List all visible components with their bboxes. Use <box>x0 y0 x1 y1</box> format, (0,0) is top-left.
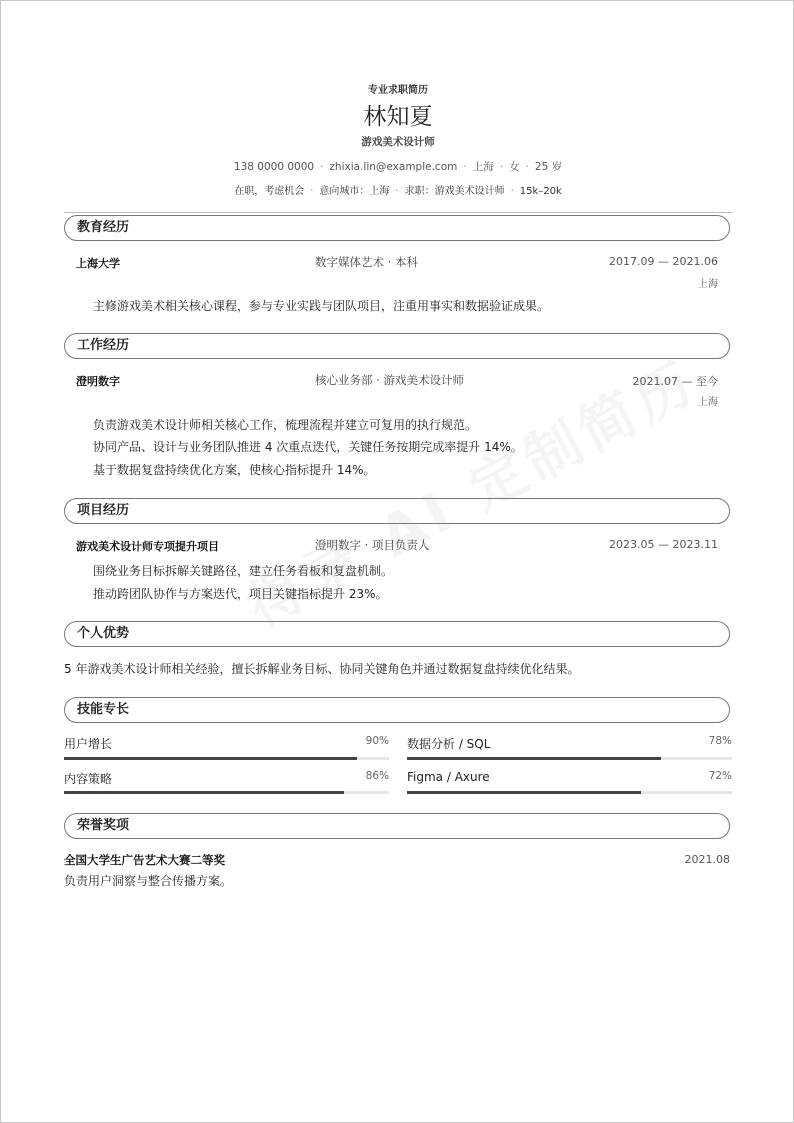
skill-bar-fill <box>64 791 344 794</box>
section-title-education: 教育经历 <box>64 215 730 241</box>
education-description: 主修游戏美术相关核心课程，参与专业实践与团队项目，注重用事实和数据验证成果。 <box>93 299 550 313</box>
project-date: 2023.05 — 2023.11 <box>609 538 718 551</box>
intent-line: 在职，考虑机会 · 意向城市：上海 · 求职：游戏美术设计师 · 15k–20k <box>1 182 794 197</box>
work-date: 2021.07 — 至今 <box>632 375 718 388</box>
gender: 女 <box>509 161 520 173</box>
advantages-text: 5 年游戏美术设计师相关经验，擅长拆解业务目标、协同关键角色并通过数据复盘持续优化结果。 <box>64 662 580 676</box>
work-location: 上海 <box>698 397 718 408</box>
age: 25 岁 <box>534 161 563 173</box>
work-duty-line: 协同产品、设计与业务团队推进 4 次重点迭代，关键任务按期完成率提升 14%。 <box>93 440 523 454</box>
education-date: 2017.09 — 2021.06 <box>609 255 718 268</box>
candidate-role: 游戏美术设计师 <box>361 136 435 148</box>
project-name: 游戏美术设计师专项提升项目 <box>76 540 219 553</box>
skill-percent: 72% <box>708 770 732 782</box>
skill-percent: 78% <box>708 735 732 747</box>
skill-bar <box>407 757 732 760</box>
skill-percent: 86% <box>365 770 389 782</box>
skill-bar <box>407 791 732 794</box>
skill-label: 数据分析 / SQL <box>407 737 491 751</box>
expected-salary: 15k–20k <box>519 186 562 197</box>
work-duty-line: 负责游戏美术设计师相关核心工作，梳理流程并建立可复用的执行规范。 <box>93 418 478 432</box>
target-job: 求职：游戏美术设计师 <box>404 186 505 197</box>
skill-bar-fill <box>407 791 641 794</box>
skill-bar-fill <box>64 757 357 760</box>
award-date: 2021.08 <box>684 853 730 866</box>
work-company: 澄明数字 <box>76 375 120 388</box>
award-description: 负责用户洞察与整合传播方案。 <box>64 874 233 888</box>
section-title-advantages: 个人优势 <box>64 621 730 647</box>
skill-label: 用户增长 <box>64 737 113 751</box>
education-school: 上海大学 <box>76 257 120 270</box>
skill-bar-fill <box>407 757 661 760</box>
target-city: 意向城市：上海 <box>319 186 390 197</box>
skill-label: Figma / Axure <box>407 770 490 784</box>
document-label: 专业求职简历 <box>368 85 428 96</box>
project-org: 澄明数字 · 项目负责人 <box>315 538 430 552</box>
work-duty-line: 基于数据复盘持续优化方案，使核心指标提升 14%。 <box>93 463 376 477</box>
skill-bar <box>64 757 389 760</box>
job-status: 在职，考虑机会 <box>234 186 305 197</box>
section-title-work: 工作经历 <box>64 333 730 359</box>
header-divider <box>64 212 732 213</box>
work-department: 核心业务部 · 游戏美术设计师 <box>315 373 464 387</box>
skill-percent: 90% <box>365 735 389 747</box>
education-major: 数字媒体艺术 · 本科 <box>315 255 418 269</box>
skill-label: 内容策略 <box>64 772 113 786</box>
skill-bar <box>64 791 389 794</box>
email-address: zhixia.lin@example.com <box>329 161 458 173</box>
project-line: 推动跨团队协作与方案迭代，项目关键指标提升 23%。 <box>93 587 388 601</box>
phone-number: 138 0000 0000 <box>233 161 315 173</box>
education-location: 上海 <box>698 279 718 290</box>
project-line: 围绕业务目标拆解关键路径，建立任务看板和复盘机制。 <box>93 564 394 578</box>
section-title-projects: 项目经历 <box>64 498 730 524</box>
city: 上海 <box>472 161 494 173</box>
award-name: 全国大学生广告艺术大赛二等奖 <box>64 853 225 867</box>
contact-line: 138 0000 0000 · zhixia.lin@example.com · 上海 · 女 · 25 岁 <box>233 161 563 173</box>
section-title-awards: 荣誉奖项 <box>64 813 730 839</box>
candidate-name: 林知夏 <box>363 104 433 130</box>
section-title-skills: 技能专长 <box>64 697 730 723</box>
